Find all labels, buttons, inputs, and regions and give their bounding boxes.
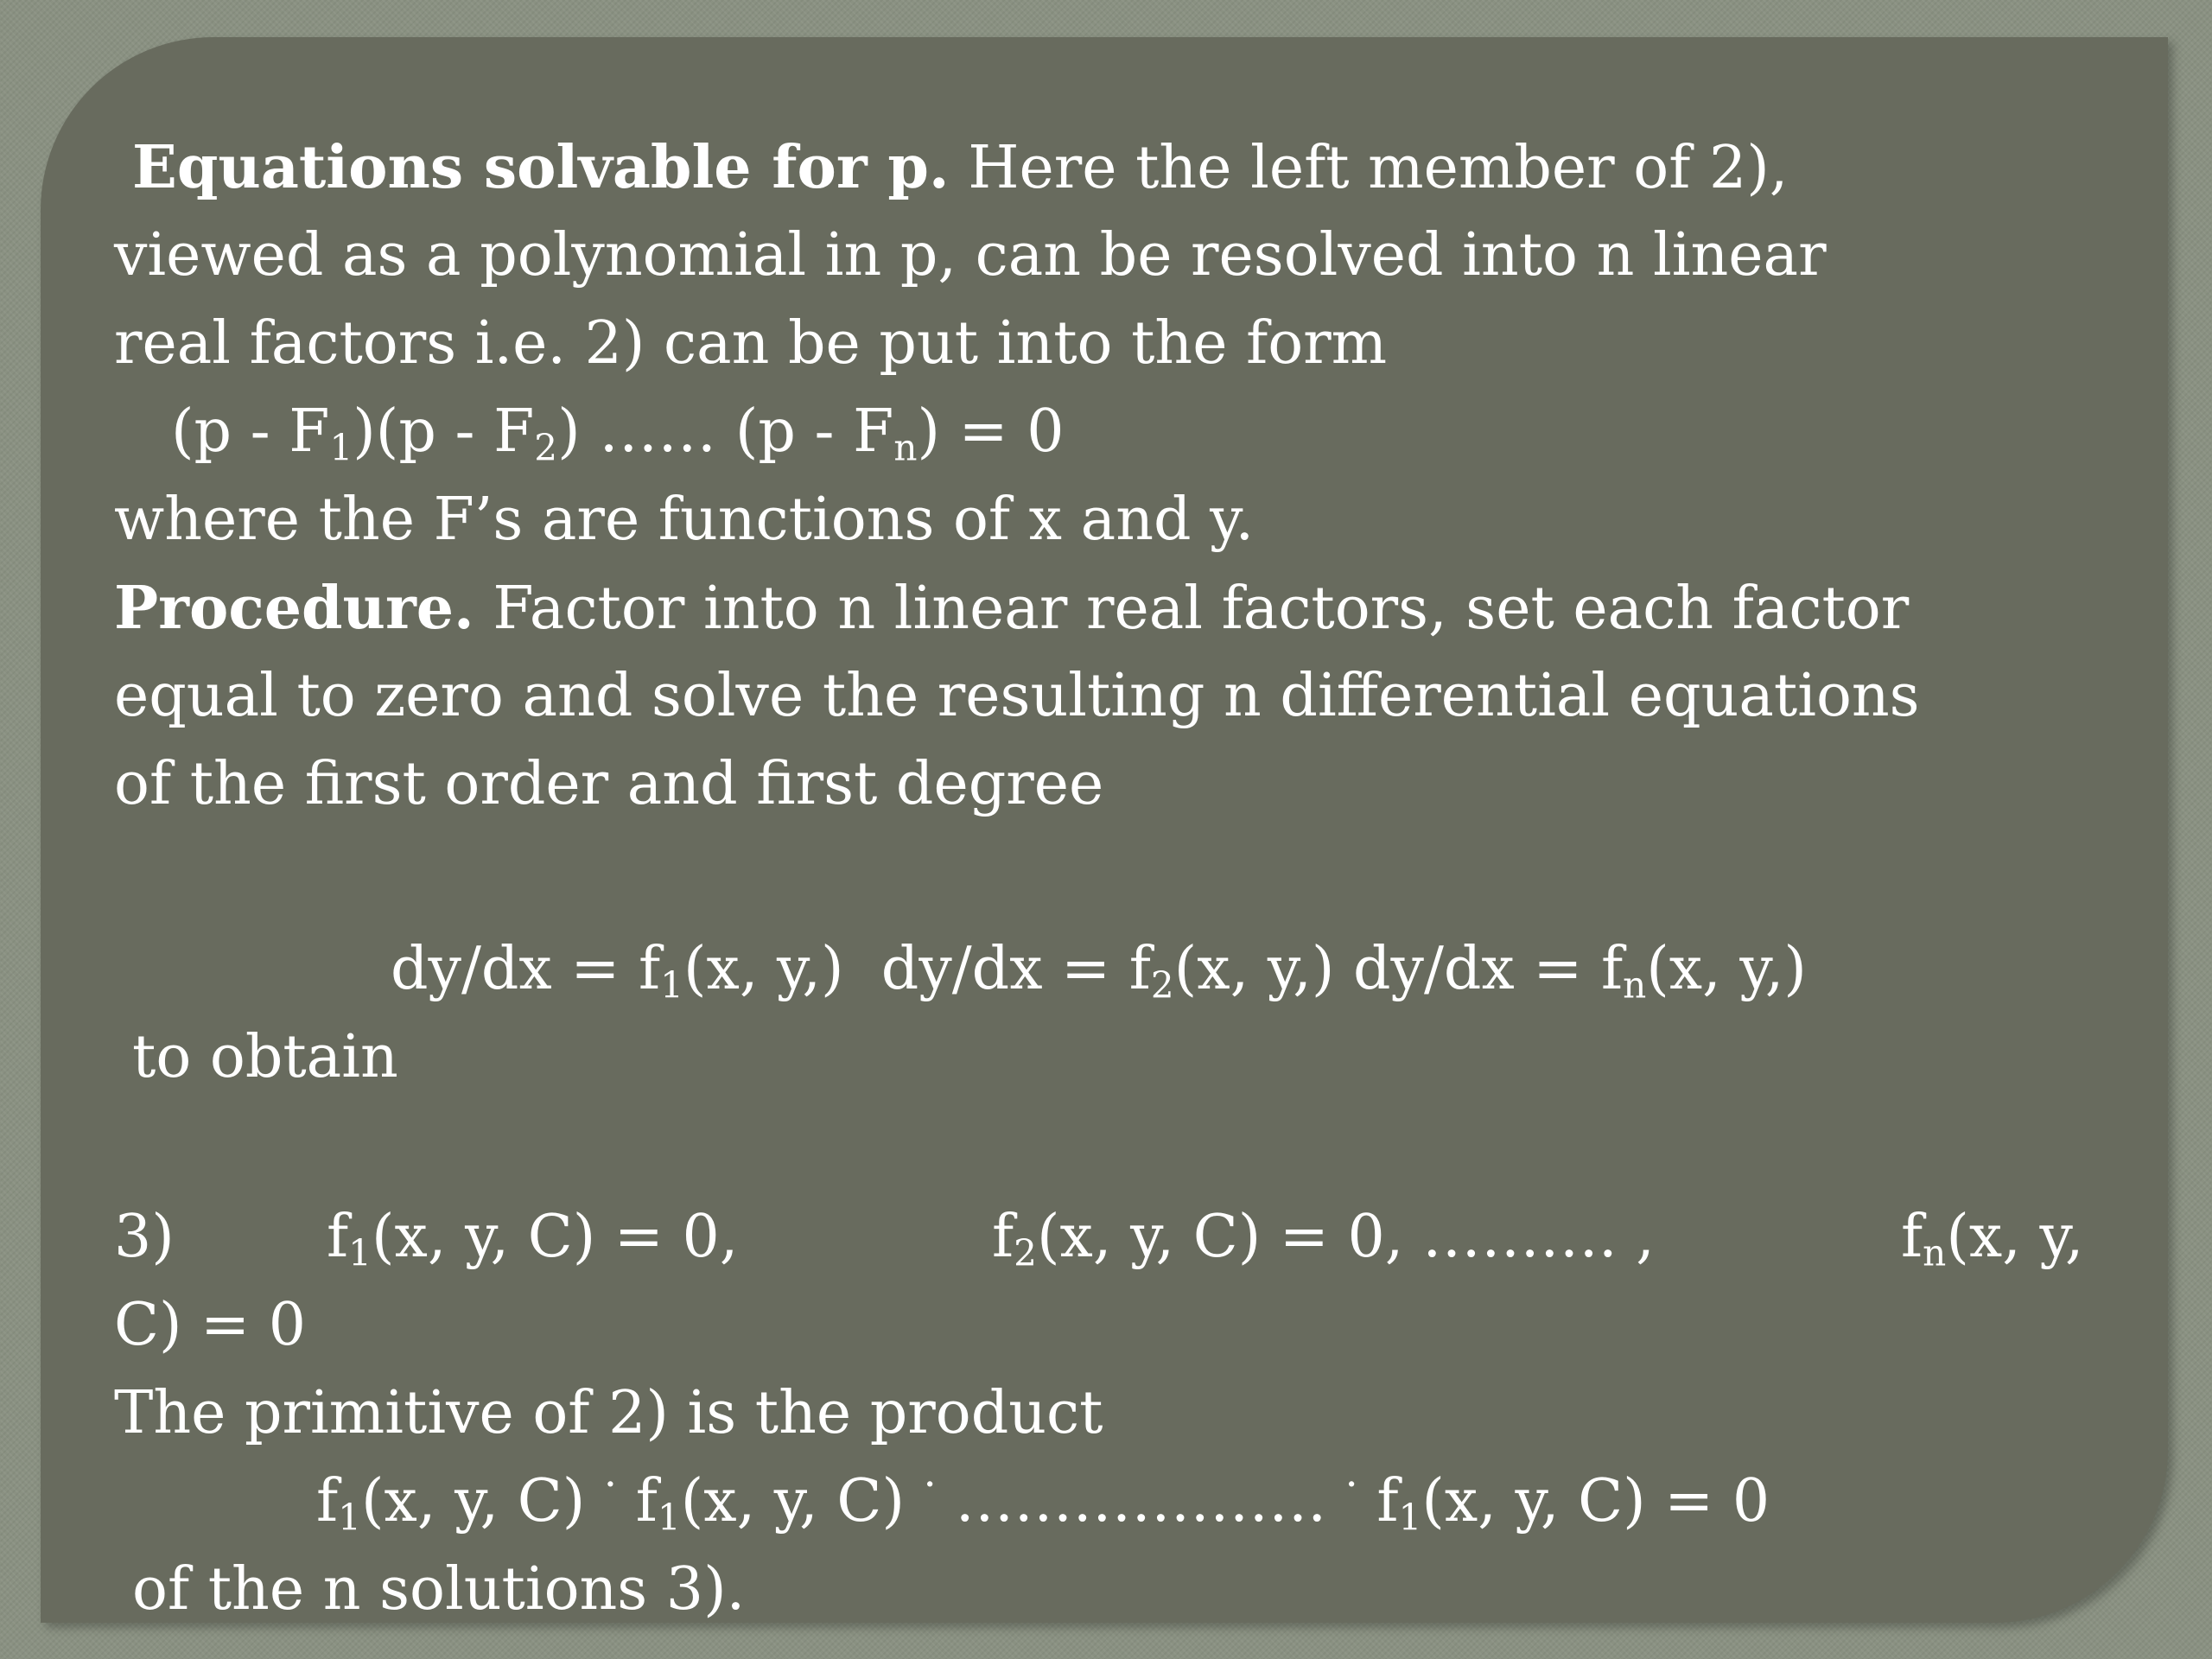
paragraph-1-line-2: viewed as a polynomial in p, can be resolved into n linear [114,221,1827,289]
procedure-text: Factor into n linear real factors, set each factor [493,575,1910,643]
diff-eq-part: (x, y,) [1646,935,1807,1003]
product-equation [316,1460,1770,1539]
function-args: (x, y, [1946,1203,2084,1271]
diff-eq-part: dy/dx = f [391,935,661,1003]
paragraph-1-line-3: real factors i.e. 2) can be put into the form [114,309,1388,378]
subscript: 1 [348,1231,372,1274]
factored-equation-part: ) = 0 [917,397,1065,466]
equations-solvable-heading: Equations solvable for p. [132,133,950,202]
function-symbol: f [635,1467,658,1535]
subscript: 1 [1398,1496,1422,1539]
solution-fn [1901,1203,2084,1274]
function-symbol: f [1901,1203,1923,1271]
solution-fn-continuation: C) = 0 [114,1291,307,1359]
paragraph-1-text: Here the left member of 2), [968,134,1789,202]
diff-eq-part: (x, y,) dy/dx = f [1173,935,1624,1003]
subscript: n [1923,1231,1947,1274]
subscript: 2 [534,426,558,469]
ellipsis-dots: ………………. [936,1467,1345,1535]
functions-line: where the F’s are functions of x and y. [114,486,1255,554]
function-args: (x, y, C) [361,1467,586,1535]
function-symbol: f [316,1467,339,1535]
procedure-line-2: equal to zero and solve the resulting n differential equations [114,662,1920,730]
closing-line: of the n solutions 3). [132,1555,746,1624]
multiplication-dot: · [603,1460,618,1509]
factored-equation [171,397,1065,469]
function-args: (x, y, C) [680,1467,905,1535]
solution-f1 [327,1203,739,1274]
function-symbol: f [992,1203,1014,1271]
subscript: 1 [329,426,353,469]
procedure-line-1 [114,574,1910,643]
paragraph-1-line-1 [132,133,1789,202]
solution-f2 [992,1203,1655,1274]
subscript: 2 [1150,963,1174,1007]
subscript: n [893,426,918,469]
to-obtain: to obtain [132,1023,398,1091]
primitive-line: The primitive of 2) is the product [114,1379,1103,1447]
differential-equations [391,935,1807,1007]
subscript: 1 [657,1496,681,1539]
procedure-line-3: of the first order and first degree [114,750,1104,818]
procedure-heading: Procedure. [114,574,474,643]
function-args: (x, y, C) = 0 [1421,1467,1770,1535]
subscript: 1 [660,963,683,1007]
subscript: 2 [1014,1231,1037,1274]
factored-equation-part: ) …… (p - F [557,397,894,466]
subscript: n [1623,963,1647,1007]
factored-equation-part: )(p - F [353,397,535,466]
solutions-label: 3) [114,1203,175,1271]
diff-eq-part: (x, y,) dy/dx = f [683,935,1151,1003]
function-symbol: f [1376,1467,1399,1535]
factored-equation-part: (p - F [171,397,330,466]
multiplication-dot: · [923,1460,937,1509]
function-args: (x, y, C) = 0, [372,1203,739,1271]
function-args: (x, y, C) = 0, ………. , [1037,1203,1655,1271]
function-symbol: f [327,1203,349,1271]
subscript: 1 [338,1496,361,1539]
multiplication-dot: · [1344,1460,1358,1509]
